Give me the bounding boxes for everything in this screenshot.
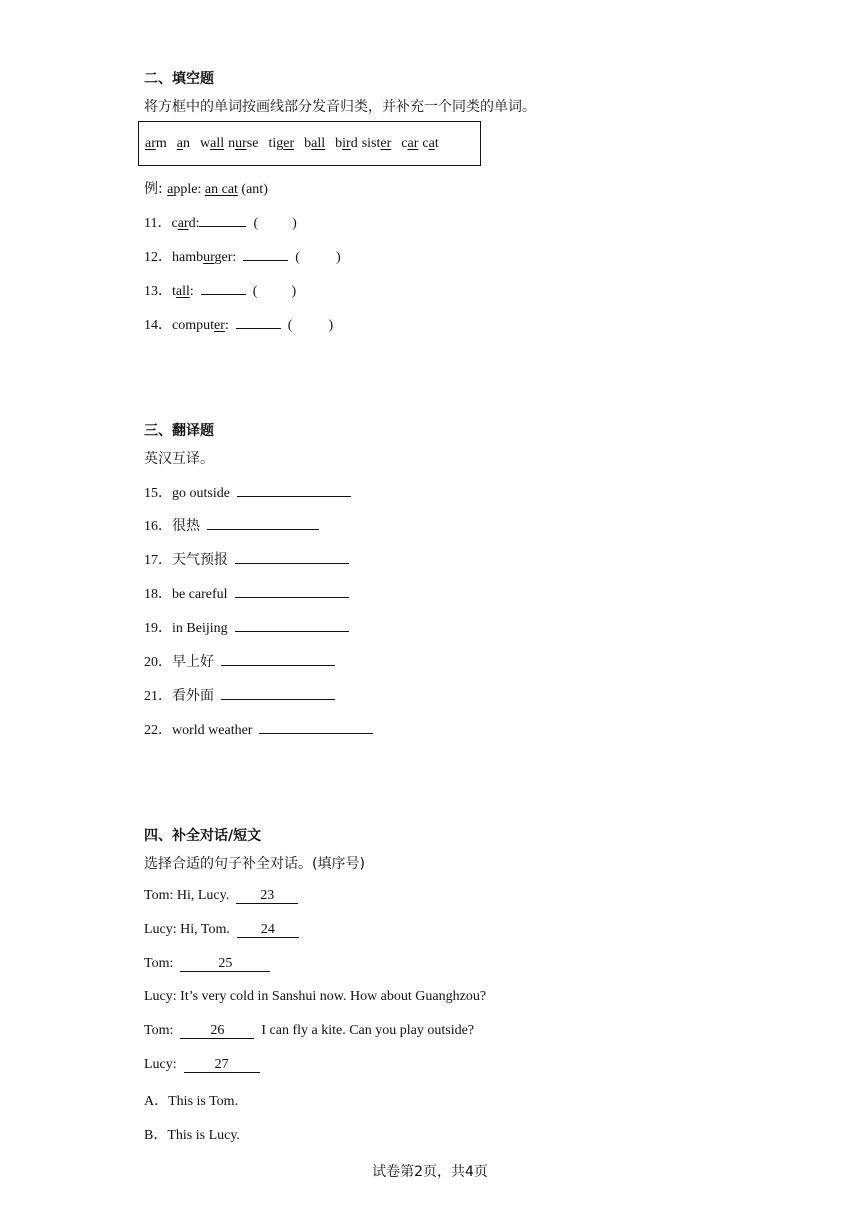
- box-word-part: d: [350, 136, 358, 151]
- dialogue-line: [144, 956, 270, 972]
- dialogue-text: Hi, Lucy.: [176, 888, 230, 903]
- box-word-part: er: [283, 136, 295, 151]
- section-3-instruction: 英汉互译。: [144, 451, 214, 467]
- word-underlined: ar: [177, 216, 189, 231]
- box-word: [304, 136, 325, 151]
- box-word-part: w: [200, 136, 211, 151]
- question-number: 16．: [144, 519, 172, 534]
- box-word-part: er: [380, 136, 392, 151]
- box-word-part: b: [304, 136, 312, 151]
- dialogue-text: It’s very cold in Sanshui now. How about Guanghzou?: [180, 989, 487, 1004]
- paren-close: ): [328, 318, 334, 333]
- example-answer: an cat: [204, 182, 238, 197]
- question-text: 天气预报: [172, 552, 228, 568]
- section-2-heading: 二、填空题: [144, 71, 214, 87]
- dialogue-text: I can fly a kite. Can you play outside?: [261, 1023, 475, 1038]
- box-word-part: ar: [145, 136, 156, 151]
- speaker: Lucy:: [144, 1057, 181, 1072]
- dialogue-blank-27[interactable]: 27: [184, 1058, 260, 1073]
- question-22: [144, 719, 373, 739]
- word-part: comput: [172, 318, 214, 333]
- word-part: :: [189, 284, 198, 299]
- speaker: Tom:: [144, 956, 177, 971]
- example-underlined: a: [167, 182, 174, 197]
- answer-blank[interactable]: [221, 686, 335, 700]
- question-text: go outside: [172, 486, 230, 501]
- answer-blank[interactable]: [221, 652, 335, 666]
- question-18: [144, 583, 349, 603]
- section-3-heading: 三、翻译题: [144, 423, 214, 439]
- question-text: world weather: [172, 723, 253, 738]
- example-extra: (ant): [237, 182, 268, 197]
- answer-blank[interactable]: [201, 281, 246, 295]
- dialogue-line: [144, 922, 299, 938]
- answer-blank[interactable]: [199, 213, 246, 227]
- question-number: 15．: [144, 486, 172, 501]
- box-word-part: all: [311, 136, 326, 151]
- question-number: 13．: [144, 284, 172, 299]
- paren-close: ): [291, 284, 297, 299]
- word-box-words: [145, 136, 449, 152]
- option-letter: B．: [144, 1128, 168, 1143]
- box-word-part: n: [183, 136, 190, 151]
- box-word-part: tig: [268, 136, 284, 151]
- example-word: pple:: [173, 182, 205, 197]
- box-word-part: c: [422, 136, 429, 151]
- dialogue-line: [144, 989, 486, 1005]
- box-word: [268, 136, 294, 151]
- speaker: Tom:: [144, 1023, 177, 1038]
- word-part: d:: [188, 216, 200, 231]
- word-part: :: [224, 318, 233, 333]
- question-21: [144, 685, 335, 705]
- box-word-part: n: [228, 136, 236, 151]
- question-12: [144, 246, 341, 266]
- question-number: 14．: [144, 318, 172, 333]
- box-word-part: b: [335, 136, 343, 151]
- word-underlined: ur: [203, 250, 215, 265]
- answer-blank[interactable]: [243, 247, 288, 261]
- box-word: [228, 136, 258, 151]
- question-number: 21．: [144, 689, 172, 704]
- word-part: c: [171, 216, 178, 231]
- question-20: [144, 651, 335, 671]
- box-word-part: a: [176, 136, 183, 151]
- question-number: 18．: [144, 587, 172, 602]
- paren-open: (: [253, 216, 259, 231]
- dialogue-line: [144, 1023, 474, 1039]
- question-15: [144, 482, 351, 502]
- question-16: [144, 515, 319, 535]
- example-line: [144, 178, 268, 198]
- question-text: in Beijing: [172, 621, 228, 636]
- speaker: Lucy:: [144, 922, 181, 937]
- dialogue-line: [144, 1057, 260, 1073]
- dialogue-blank-25[interactable]: 25: [180, 957, 270, 972]
- box-word-part: m: [155, 136, 167, 151]
- box-word-part: ar: [407, 136, 419, 151]
- box-word-part: c: [401, 136, 408, 151]
- option-text: This is Tom.: [168, 1094, 239, 1109]
- box-word-part: sist: [361, 136, 381, 151]
- page-footer: [0, 1161, 860, 1181]
- question-number: 12．: [144, 250, 172, 265]
- question-text: 早上好: [172, 654, 214, 670]
- question-number: 11．: [144, 216, 172, 231]
- question-number: 17．: [144, 553, 172, 568]
- answer-blank[interactable]: [237, 483, 351, 497]
- paren-open: (: [252, 284, 258, 299]
- answer-blank[interactable]: [235, 584, 349, 598]
- option-letter: A．: [144, 1094, 169, 1109]
- question-number: 22．: [144, 723, 172, 738]
- box-word-part: t: [434, 136, 439, 151]
- box-word-part: ir: [342, 136, 351, 151]
- box-word-part: se: [246, 136, 259, 151]
- dialogue-blank-24[interactable]: 24: [237, 923, 299, 938]
- question-13: [144, 280, 296, 300]
- answer-blank[interactable]: [236, 315, 281, 329]
- question-number: 19．: [144, 621, 172, 636]
- option-b: [144, 1124, 240, 1144]
- box-word: [145, 136, 167, 151]
- question-14: [144, 314, 333, 334]
- word-part: t: [172, 284, 176, 299]
- dialogue-line: [144, 888, 298, 904]
- dialogue-blank-26[interactable]: 26: [180, 1024, 254, 1039]
- option-text: This is Lucy.: [167, 1128, 240, 1143]
- box-word-part: ur: [235, 136, 247, 151]
- word-underlined: all: [175, 284, 190, 299]
- question-text: be careful: [172, 587, 228, 602]
- question-number: 20．: [144, 655, 172, 670]
- word-box: [138, 121, 481, 166]
- box-word: [200, 136, 224, 151]
- speaker: Tom:: [144, 888, 177, 903]
- option-a: [144, 1090, 238, 1110]
- section-2-instruction: 将方框中的单词按画线部分发音归类，并补充一个同类的单词。: [144, 99, 536, 115]
- question-11: [144, 212, 297, 232]
- answer-blank[interactable]: [235, 550, 349, 564]
- paren-open: (: [287, 318, 293, 333]
- dialogue-blank-23[interactable]: 23: [236, 889, 298, 904]
- paren-close: ): [292, 216, 297, 231]
- answer-blank[interactable]: [207, 516, 319, 530]
- answer-blank[interactable]: [235, 618, 349, 632]
- box-word: [335, 136, 358, 151]
- question-text: 很热: [172, 518, 200, 534]
- box-word-part: a: [428, 136, 435, 151]
- question-17: [144, 549, 349, 569]
- section-4-instruction: 选择合适的句子补全对话。(填序号): [144, 856, 365, 872]
- word-underlined: er: [214, 318, 225, 333]
- speaker: Lucy:: [144, 989, 181, 1004]
- box-word: [422, 136, 438, 151]
- paren-open: (: [295, 250, 300, 265]
- box-word: [401, 136, 418, 151]
- paren-close: ): [335, 250, 341, 265]
- box-word: [177, 136, 190, 151]
- question-19: [144, 617, 349, 637]
- example-label: 例:: [144, 181, 168, 197]
- dialogue-text: Hi, Tom.: [180, 922, 230, 937]
- word-part: hamb: [172, 250, 204, 265]
- question-text: 看外面: [172, 688, 214, 704]
- box-word-part: all: [210, 136, 225, 151]
- page-number: 试卷第2页，共4页: [372, 1164, 488, 1180]
- section-4-heading: 四、补全对话/短文: [144, 828, 262, 844]
- word-part: ger:: [214, 250, 240, 265]
- box-word: [362, 136, 392, 151]
- answer-blank[interactable]: [259, 720, 373, 734]
